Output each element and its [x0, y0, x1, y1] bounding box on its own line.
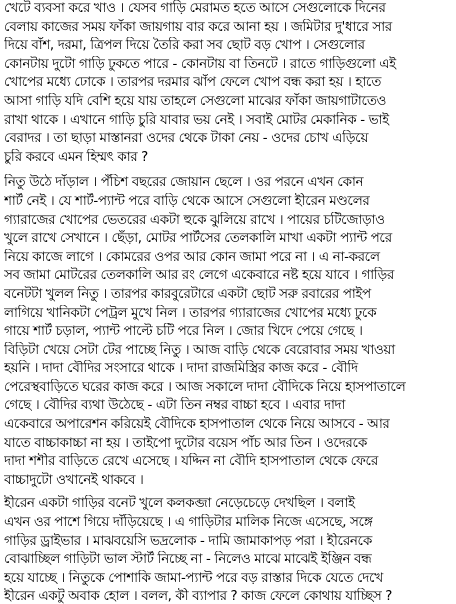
text-line: বেরাদর । তা ছাড়া মাস্তানরা ওদের থেকে টাকা নেয় - ওদের চোখ এড়িয়ে [4, 131, 369, 147]
text-line: রাখা থাকে । এখানে গাড়ি চুরি যাবার ভয় নেই । সবাই মোটর মেকানিক - ভাই [4, 112, 389, 128]
paragraph-1 [4, 0, 452, 167]
text-line: হীরেন একটু অবাক হোল । বলল, কী ব্যাপার ? কাজ ফেলে কোথায় যাচ্ছিস ? [4, 589, 392, 604]
text-line: হীরেন একটা গাড়ির বনেট খুলে কলকব্জা নেড়েচেড়ে দেখছিল । বলাই [4, 496, 355, 512]
text-line: আসা গাড়ি যদি বেশি হয়ে যায় তাহলে সেগুলো মাঝের ফাঁকা জায়গাটাতেও [4, 93, 387, 109]
text-line: বোঝাচ্ছিল গাড়িটা ভাল স্টার্ট নিচ্ছে না - নিলেও মাঝে মাঝেই ইঞ্জিন বন্ধ [4, 552, 372, 568]
text-line: বেলায় কাজের সময় ফাঁকা জায়গায় বার করে আনা হয় । জমিটার দু'ধারে সার [4, 19, 392, 35]
text-line: এখন ওর পাশে গিয়ে দাঁড়িয়েছে । এ গাড়িটার মালিক নিজে এসেছে, সঙ্গে [4, 515, 373, 531]
text-line: গায়ে শার্ট চড়াল, প্যান্ট পাল্টে চটি পরে নিল । জোর খিদে পেয়ে গেছে । [4, 324, 363, 340]
paragraph-spacer [4, 167, 452, 174]
text-line: খেটে ব্যবসা করে খাও । যেসব গাড়ি মেরামত হতে আসে সেগুলোকে দিনের [4, 1, 386, 16]
text-line: কোনটায় দুটো গাড়ি ঢুকতে পারে - কোনটায় বা তিনটে । রাতে গাড়িগুলো এই [4, 56, 396, 72]
text-line: একেবারে অপারেশন করিয়েই বৌদিকে হাসপাতাল থেকে নিয়ে আসবে - আর [4, 417, 390, 433]
text-line: বিড়িটা খেয়ে সেটা টের পাচ্ছে নিতু । আজ বাড়ি থেকে বেরোবার সময় খাওয়া [4, 342, 395, 358]
text-line: পেরেস্থবাড়িতে ঘরের কাজ করে । আজ সকালে দাদা বৌদিকে নিয়ে হাসপাতালে [4, 379, 406, 395]
text-line: দিয়ে বাঁশ, দরমা, ত্রিপল দিয়ে তৈরি করা সব ছোট বড় খোপ । সেগুলোর [4, 38, 365, 54]
text-line: শার্ট নেই । যে শার্ট-প্যান্ট পরে বাড়ি থেকে আসে সেগুলো হীরেন মণ্ডলের [4, 193, 370, 209]
text-line: লাগিয়ে খানিকটা পেট্রল মুখে নিল । তারপর গ্যারাজের খোপের মধ্যে ঢুকে [4, 305, 377, 321]
text-line: গেছে । বৌদির ব্যথা উঠেছে - এটা তিন নম্বর বাচ্চা হবে । এবার দাদা [4, 398, 346, 414]
text-line: বাচ্চাদুটো ওখানেই থাকবে । [4, 472, 144, 488]
text-line: খুলে রাখে সেখানে । ছেঁড়া, মোটর পার্টসের তেলকালি মাখা একটা প্যান্ট পরে [4, 231, 392, 247]
text-line: যাতে বাচ্চাকাচ্চা না হয় । তাইপো দুটোর বয়েস পাঁচ আর তিন । ওদেরকে [4, 435, 367, 451]
text-line: চুরি করবে এমন হিম্মৎ কার ? [4, 149, 148, 165]
text-line: গ্যারাজের খোপের ভেতরের একটা হুকে ঝুলিয়ে রাখে । পায়ের চটিজোড়াও [4, 212, 385, 228]
text-line: খোপের মধ্যে ঢোকে । তারপর দরমার ঝাঁপ ফেলে খোপ বন্ধ করা হয় । হাতে [4, 75, 381, 91]
text-line: বনেটটা খুলল নিতু । তারপর কারবুরেটারে একটা ছোট সরু রবারের পাইপ [4, 286, 371, 302]
text-line: নিয়ে কাজে লাগে । কোমরের ওপর আর কোন জামা পরে না । এ না-করলে [4, 249, 380, 265]
text-line: হয়নি । দাদা বৌদির সংসারে থাকে । দাদা রাজমিস্ত্রির কাজ করে - বৌদি [4, 361, 358, 377]
paragraph-2 [4, 174, 452, 490]
text-line: গাড়ির ড্রাইভার । মাঝবয়েসি ভদ্রলোক - দামি জামাকাপড় পরা । হীরেনকে [4, 533, 372, 549]
paragraph-3 [4, 495, 452, 604]
text-line: সব জামা মোটরের তেলকালি আর রং লেগে একেবারে নষ্ট হয়ে যাবে । গাড়ির [4, 268, 394, 284]
text-line: দাদা শশীর বাড়িতে রেখে এসেছে । যদ্দিন না বৌদি হাসপাতাল থেকে ফেরে [4, 454, 378, 470]
text-line: নিতু উঠে দাঁড়াল । পঁচিশ বছরের জোয়ান ছেলে । ওর পরনে এখন কোন [4, 175, 364, 191]
text-line: হয়ে যাচ্ছে । নিতুকে পোশাকি জামা-প্যান্ট পরে বড় রাস্তার দিকে যেতে দেখে [4, 570, 383, 586]
